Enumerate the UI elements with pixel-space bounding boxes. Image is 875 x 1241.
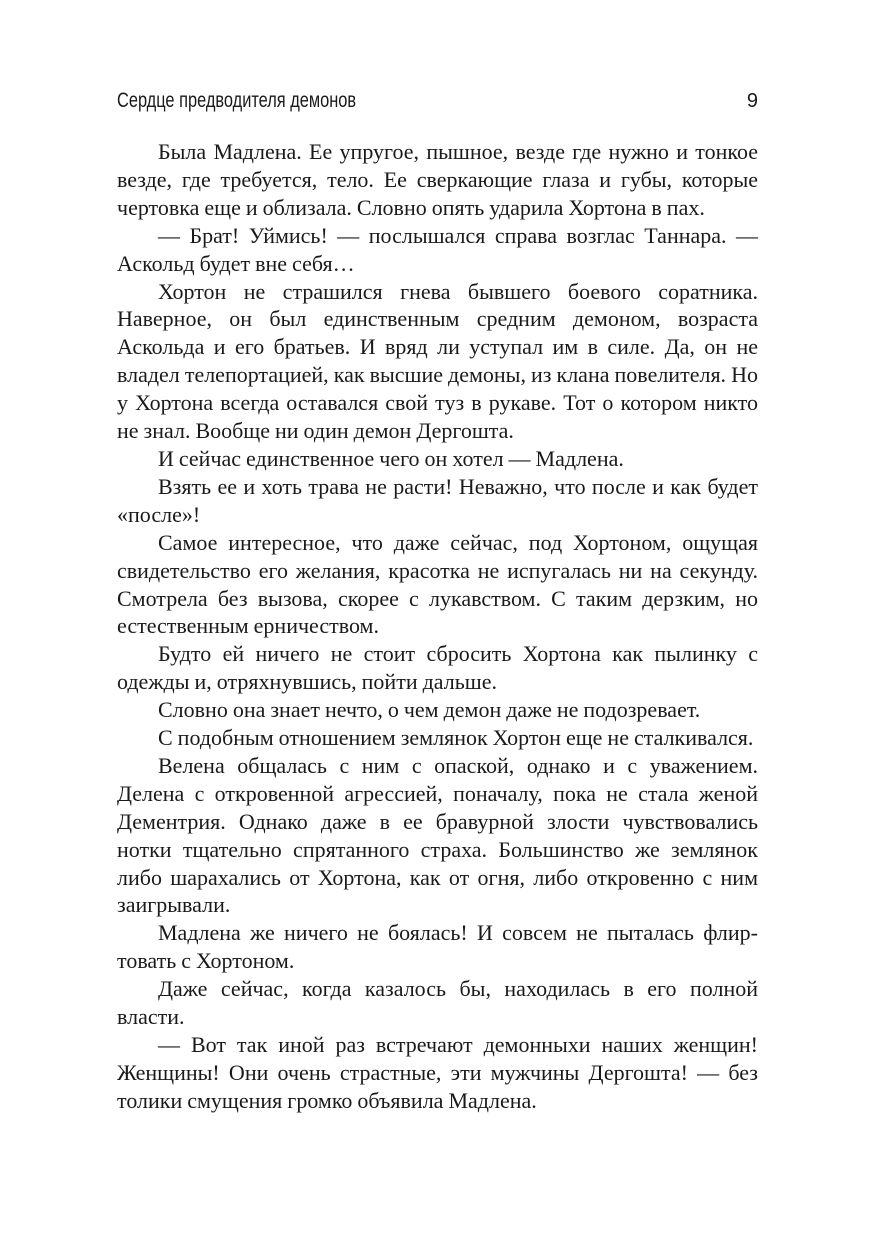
paragraph: Взять ее и хоть трава не расти! Неважно, что после и как будет «после»! (117, 473, 758, 527)
paragraph: Будто ей ничего не стоит сбросить Хортона как пылинку с одежды и, отряхнувшись, пойти дальше. (117, 641, 758, 695)
paragraph: И сейчас единственное чего он хотел — Мадлена. (158, 445, 624, 471)
paragraph: Велена общалась с ним с опаской, однако и с уважением. Делена с откровенной агрессией, поначалу, пока не стала женой Дементрия. Однако даже в ее бравурной злости чувствовались нотки тщательно спрятанного страха. Большинство же землянок либо шарахались от Хортона, как от огня, либо откровенно с ним заигрывали. (117, 752, 758, 918)
running-title: Сердце предводителя демонов (117, 89, 357, 112)
paragraph: Мадлена же ничего не боялась! И совсем не пыталась флиртовать с Хортоном. (117, 920, 758, 974)
paragraph: Словно она знает нечто, о чем демон даже не подозревает. (158, 697, 701, 723)
page-number: 9 (746, 90, 758, 112)
paragraph: Самое интересное, что даже сейчас, под Хортоном, ощущая свидетельство его желания, красотка не испугалась ни на секунду. Смотрела без вызова, скорее с лукавством. С таким дерзким, но естественным ерничеством. (117, 529, 758, 639)
paragraph: С подобным отношением землянок Хортон еще не сталкивался. (158, 725, 754, 751)
body-text (117, 138, 758, 1115)
paragraph: — Брат! Уймись! — послышался справа возглас Таннара. — Аскольд будет вне себя… (117, 222, 758, 276)
paragraph: — Вот так иной раз встречают демонныхи наших женщин! Женщины! Они очень страстные, эти мужчины Дергошта! — без толики смущения громко объявила Мадлена. (117, 1032, 758, 1113)
running-header (117, 86, 758, 116)
paragraph: Была Мадлена. Ее упругое, пышное, везде где нужно и тонкое везде, где требуется, тело. Ее сверкающие глаза и губы, которые чертовка еще и облизала. Словно опять ударила Хортона в пах. (117, 139, 758, 220)
paragraph: Даже сейчас, когда казалось бы, находилась в его полной власти. (117, 976, 758, 1030)
paragraph: Хортон не страшился гнева бывшего боевого соратника. Наверное, он был единственным средним демоном, возраста Аскольда и его братьев. И вряд ли уступал им в силе. Да, он не владел телепортацией, как высшие демоны, из клана повелителя. Но у Хортона всегда оставался свой туз в рукаве. Тот о котором никто не знал. Вообще ни один демон Дергошта. (117, 278, 758, 444)
